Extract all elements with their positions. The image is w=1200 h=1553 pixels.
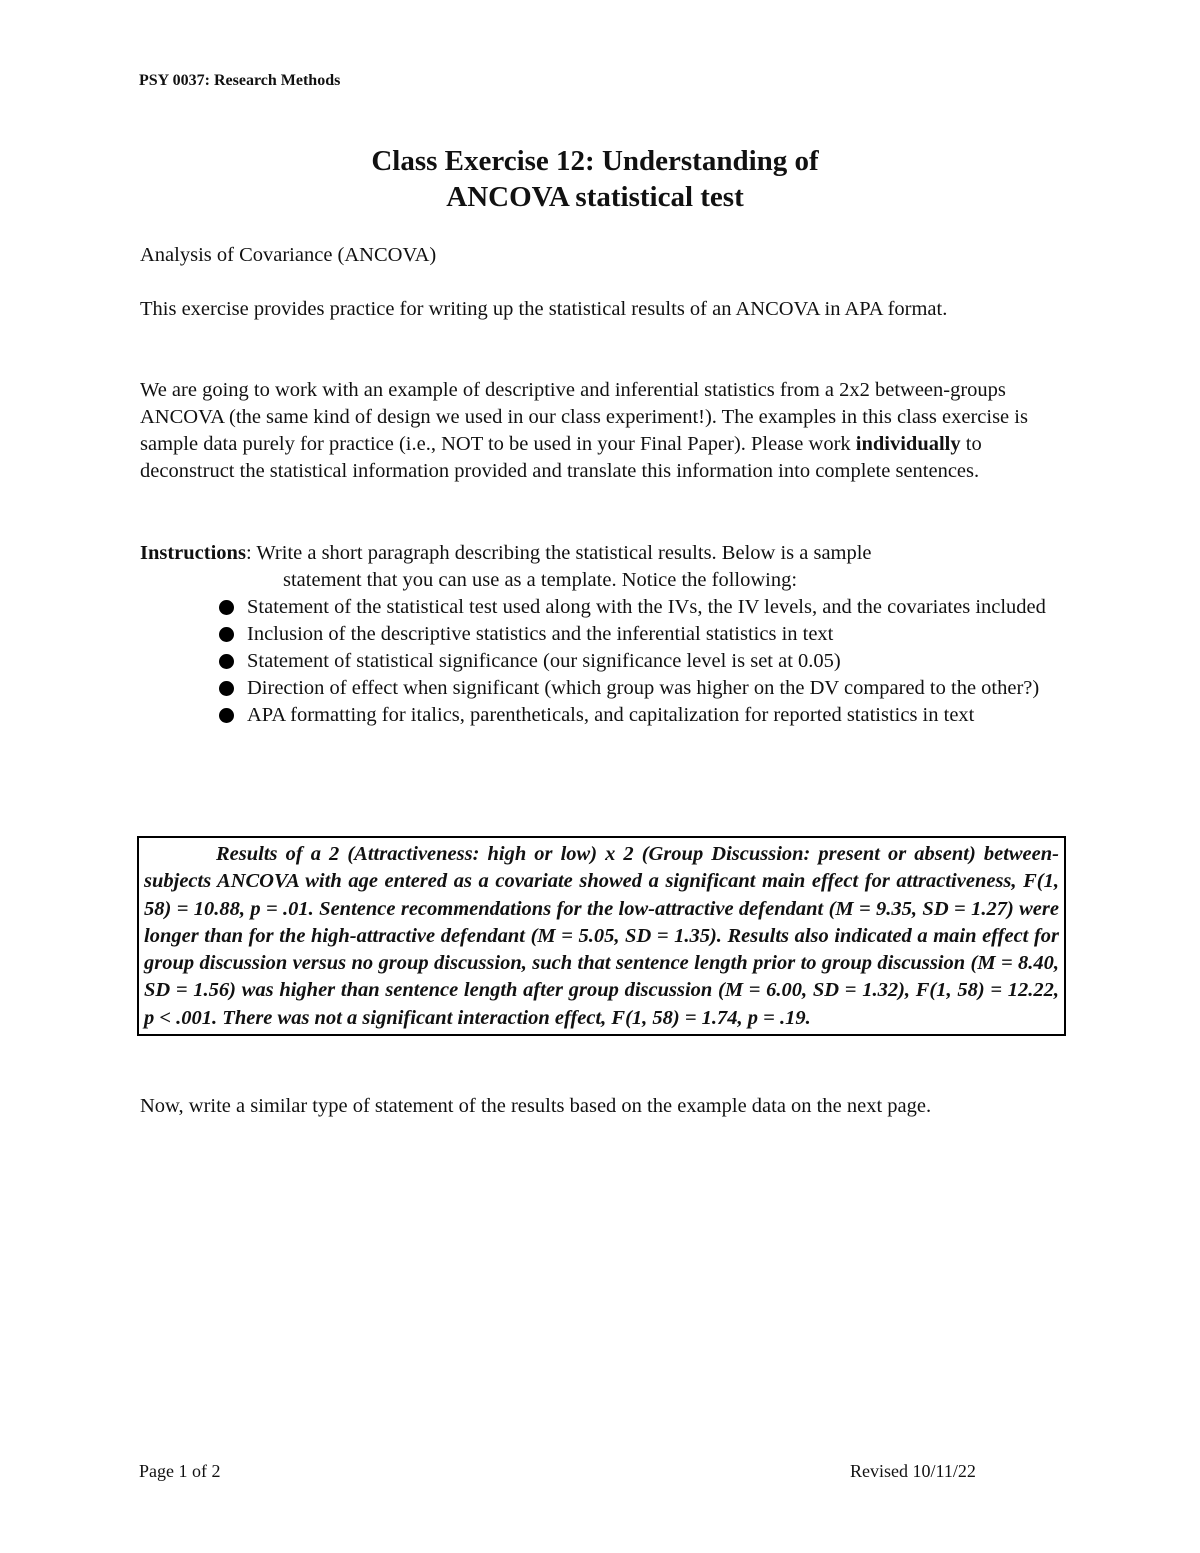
course-header: PSY 0037: Research Methods xyxy=(139,72,341,89)
sample-statement-box xyxy=(137,836,1066,1036)
page-number: Page 1 of 2 xyxy=(139,1461,221,1481)
instructions-text: : Write a short paragraph describing the statistical results. Below is a sample xyxy=(245,542,872,564)
sample-statement: Results of a 2 (Attractiveness: high or low) x 2 (Group Discussion: present or absent) between-subjects ANCOVA with age entered as a covariate showed a significant main effect for attractiveness, F(1, 58) = 10.88, p = .01. Sentence recommendations for the low-attractive defendant (M = 9.35, SD = 1.27) were longer than for the high-attractive defendant (M = 5.05, SD = 1.35). Results also indicated a main effect for group discussion versus no group discussion, such that sentence length prior to group discussion (M = 8.40, SD = 1.56) was higher than sentence length after group discussion (M = 6.00, SD = 1.32), F(1, 58) = 12.22, p < .001. There was not a significant interaction effect, F(1, 58) = 1.74, p = .19. xyxy=(144,843,1059,1029)
list-item xyxy=(140,621,1055,648)
list-item xyxy=(140,594,1055,621)
title-line-1: Class Exercise 12: Understanding of xyxy=(371,145,819,177)
closing-paragraph: Now, write a similar type of statement of the results based on the example data on the next page. xyxy=(140,1095,932,1117)
instructions-line-1 xyxy=(140,540,1055,567)
list-item-text: Inclusion of the descriptive statistics and the inferential statistics in text xyxy=(247,623,834,645)
description-paragraph xyxy=(140,377,1055,485)
list-item-text: Direction of effect when significant (which group was higher on the DV compared to the other?) xyxy=(247,677,1040,699)
instructions-label: Instructions xyxy=(140,542,246,564)
list-item xyxy=(140,675,1055,702)
page-title xyxy=(0,143,1190,215)
bullet-icon xyxy=(219,681,234,696)
instructions-section xyxy=(140,540,1055,729)
instructions-line-2: statement that you can use as a template. Notice the following: xyxy=(283,569,798,591)
bullet-icon xyxy=(219,654,234,669)
bullet-icon xyxy=(219,708,234,723)
bullet-icon xyxy=(219,600,234,615)
list-item-text: APA formatting for italics, parentheticals, and capitalization for reported statistics in text xyxy=(247,704,975,726)
emphasis-individually: individually xyxy=(855,433,961,455)
description-text-2: to deconstruct the statistical information provided and translate this information into complete sentences. xyxy=(140,433,982,482)
bullet-icon xyxy=(219,627,234,642)
list-item xyxy=(140,648,1055,675)
list-item xyxy=(140,702,1055,729)
notice-list xyxy=(140,594,1055,729)
list-item-text: Statement of the statistical test used along with the IVs, the IV levels, and the covariates included xyxy=(247,596,1046,618)
description-text-1: We are going to work with an example of descriptive and inferential statistics from a 2x2 between-groups ANCOVA (the same kind of design we used in our class experiment!). The examples in this class exercise is sample data purely for practice (i.e., NOT to be used in your Final Paper). Please work xyxy=(140,379,1028,455)
revised-date: Revised 10/11/22 xyxy=(850,1461,976,1481)
list-item-text: Statement of statistical significance (our significance level is set at 0.05) xyxy=(247,650,841,672)
intro-paragraph: This exercise provides practice for writing up the statistical results of an ANCOVA in APA format. xyxy=(140,298,948,320)
title-line-2: ANCOVA statistical test xyxy=(446,181,744,213)
subtitle: Analysis of Covariance (ANCOVA) xyxy=(140,244,437,266)
